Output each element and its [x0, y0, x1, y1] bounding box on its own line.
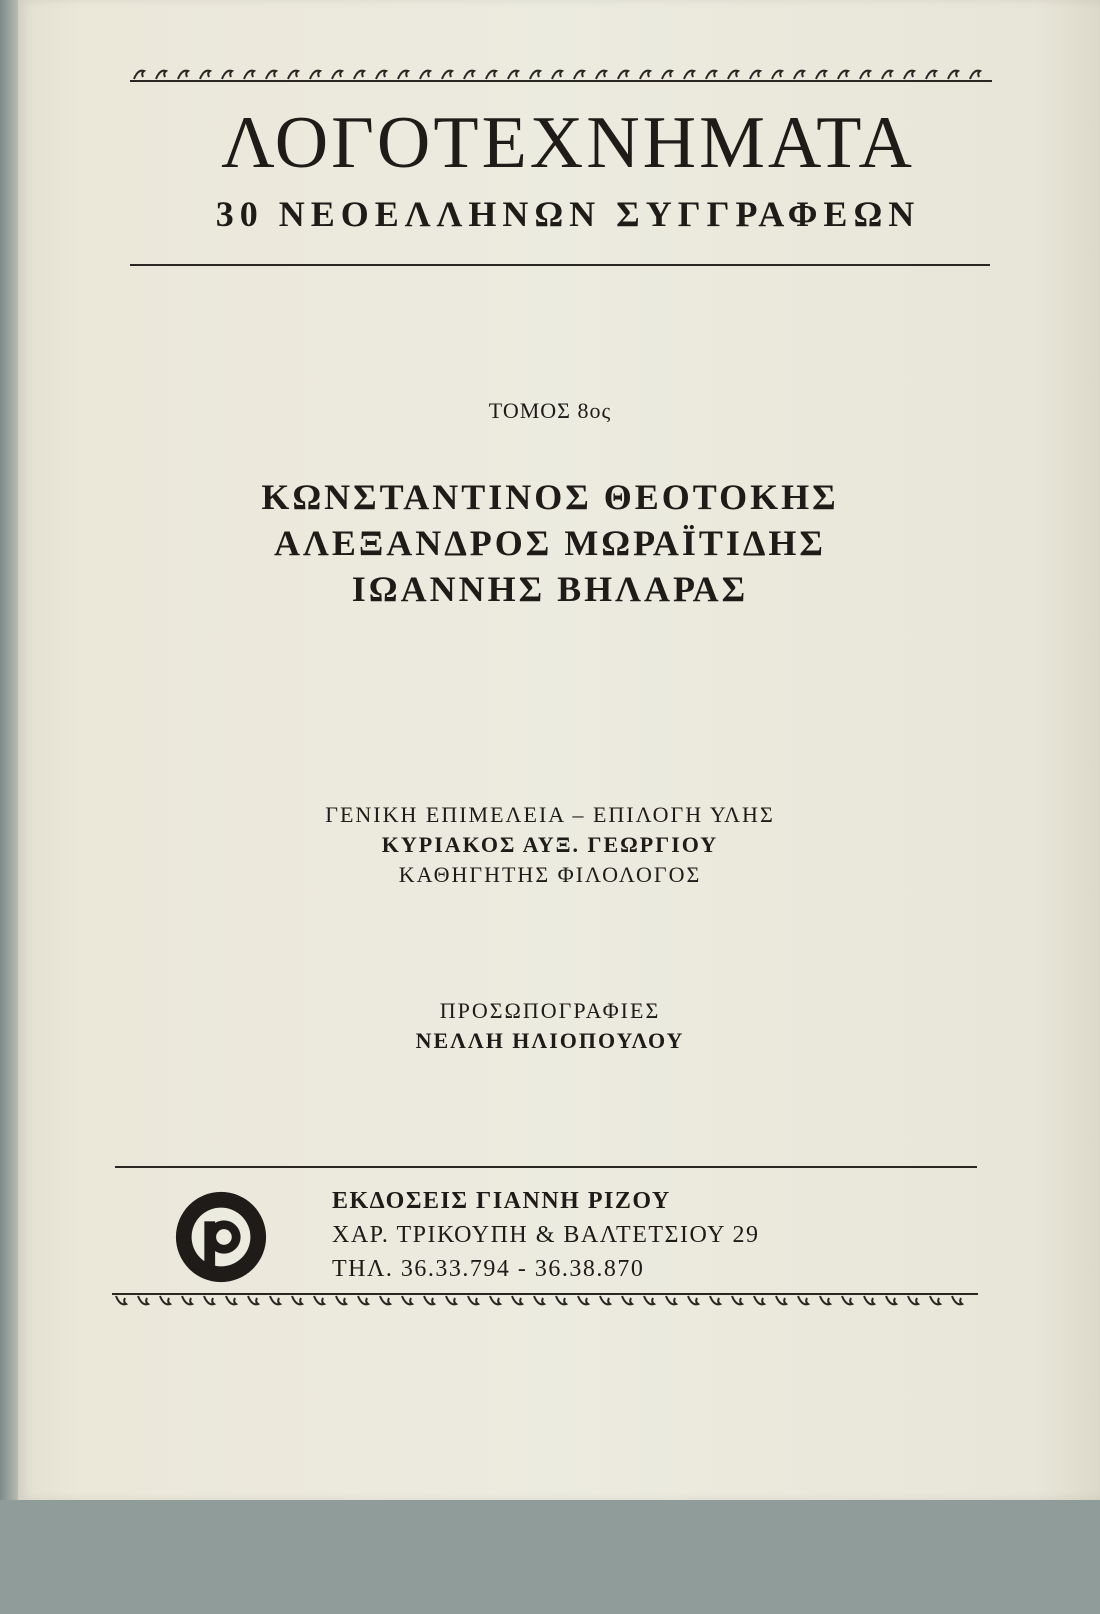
publisher-info [332, 1184, 972, 1286]
editor-title: ΚΑΘΗΓΗΤΗΣ ΦΙΛΟΛΟΓΟΣ [398, 862, 702, 887]
author-name: ΑΛΕΞΑΝΔΡΟΣ ΜΩΡΑΪΤΙΔΗΣ [274, 523, 826, 563]
volume-number: ΤΟΜΟΣ 8ος [488, 398, 612, 423]
series-subtitle: 30 ΝΕΟΕΛΛΗΝΩΝ ΣΥΓΓΡΑΦΕΩΝ [215, 194, 921, 234]
editor-role: ΓΕΝΙΚΗ ΕΠΙΜΕΛΕΙΑ – ΕΠΙΛΟΓΗ ΥΛΗΣ [325, 802, 775, 827]
series-title: ΛΟΓΟΤΕΧΝΗΜΑΤΑ [221, 102, 915, 184]
publisher-address: ΧΑΡ. ΤΡΙΚΟΥΠΗ & ΒΑΛΤΕΤΣΙΟΥ 29 [332, 1222, 760, 1248]
publisher-divider [115, 1166, 977, 1168]
top-wave-ornament-icon [130, 64, 992, 86]
editor-credits [0, 800, 1100, 890]
bottom-wave-ornament-icon [115, 1592, 977, 1614]
portrait-credits [0, 996, 1100, 1056]
author-name: ΙΩΑΝΝΗΣ ΒΗΛΑΡΑΣ [351, 569, 749, 609]
publisher-name: ΕΚΔΟΣΕΙΣ ΓΙΑΝΝΗ ΡΙΖΟΥ [332, 1188, 671, 1214]
publisher-logo-icon [172, 1188, 270, 1286]
author-list [0, 474, 1100, 612]
book-spine [0, 0, 18, 1500]
title-divider [130, 264, 990, 266]
author-name: ΚΩΝΣΤΑΝΤΙΝΟΣ ΘΕΟΤΟΚΗΣ [261, 477, 839, 517]
portraits-artist: ΝΕΛΛΗ ΗΛΙΟΠΟΥΛΟΥ [415, 1028, 685, 1053]
footer-wave-ornament-icon [112, 1290, 978, 1312]
publisher-phone: ΤΗΛ. 36.33.794 - 36.38.870 [332, 1256, 645, 1282]
editor-name: ΚΥΡΙΑΚΟΣ ΑΥΞ. ΓΕΩΡΓΙΟΥ [381, 832, 719, 857]
portraits-role: ΠΡΟΣΩΠΟΓΡΑΦΙΕΣ [439, 998, 661, 1023]
